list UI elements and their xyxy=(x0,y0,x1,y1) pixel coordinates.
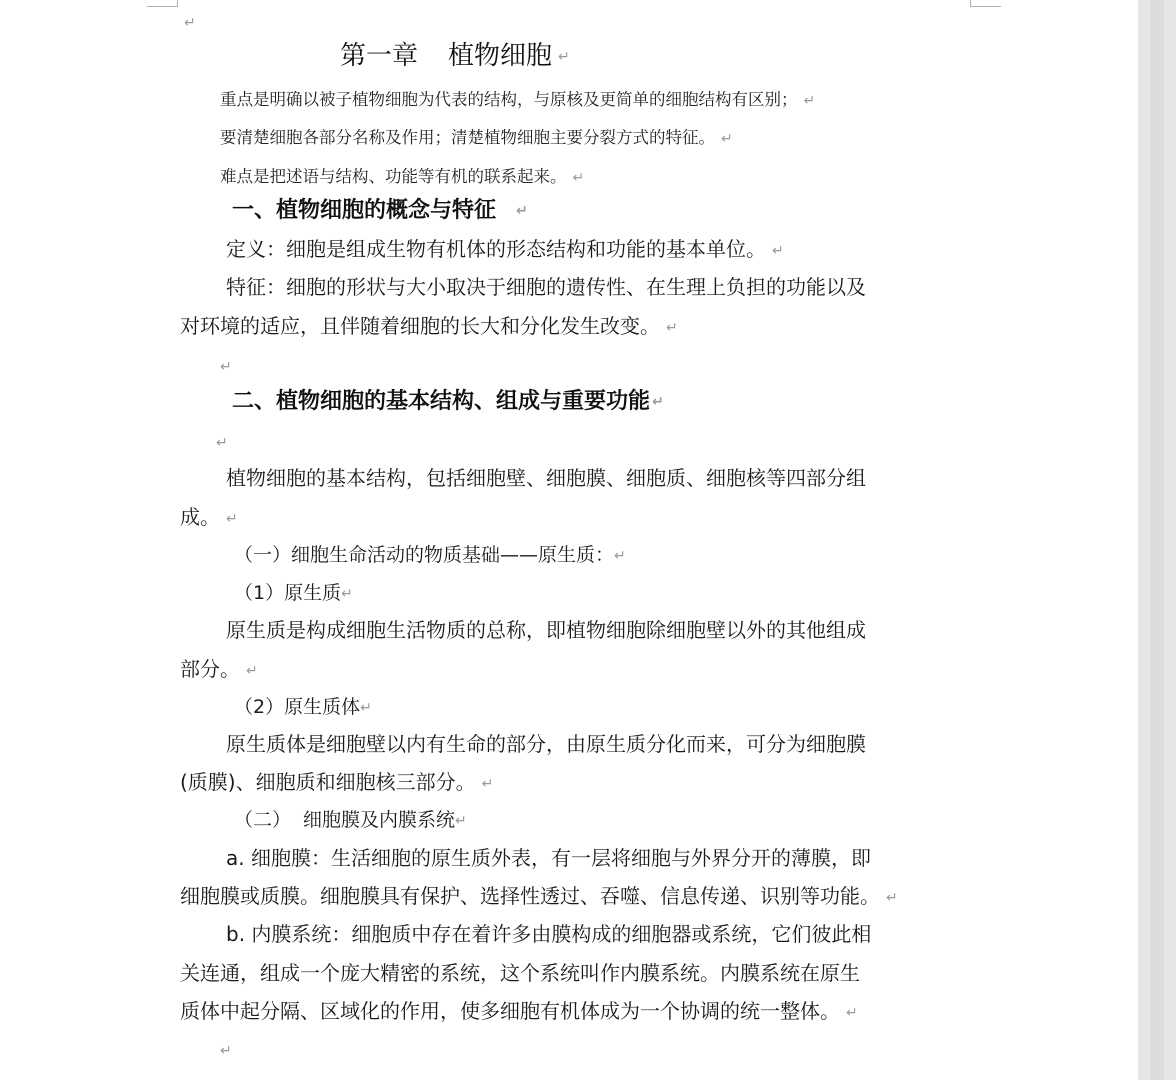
body-line xyxy=(226,465,866,491)
empty-paragraph xyxy=(210,428,228,456)
paragraph-mark-icon: ↵ xyxy=(246,662,258,679)
chapter-number: 第一章 xyxy=(340,41,419,71)
body-line xyxy=(180,769,493,797)
paragraph-mark-icon: ↵ xyxy=(666,319,678,336)
body-text: 定义：细胞是组成生物有机体的形态结构和功能的基本单位。 xyxy=(226,237,766,261)
intro-paragraph xyxy=(220,126,733,151)
chapter-title xyxy=(340,40,570,73)
paragraph-mark-icon: ↵ xyxy=(226,510,238,527)
intro-paragraph xyxy=(220,165,584,190)
section-heading xyxy=(232,197,528,225)
body-text: 部分。 xyxy=(180,657,240,681)
body-text: 质体中起分隔、区域化的作用，使多细胞有机体成为一个协调的统一整体。 xyxy=(180,999,840,1023)
body-line xyxy=(226,921,871,947)
list-item-text: （1）原生质 xyxy=(234,582,342,604)
body-text: 关连通，组成一个庞大精密的系统，这个系统叫作内膜系统。内膜系统在原生 xyxy=(180,961,860,985)
body-text: 原生质是构成细胞生活物质的总称，即植物细胞除细胞壁以外的其他组成 xyxy=(226,618,866,642)
paragraph-mark-icon: ↵ xyxy=(803,92,816,109)
margin-corner-top-right xyxy=(970,0,1001,7)
paragraph-mark-icon: ↵ xyxy=(721,130,733,147)
body-line xyxy=(226,617,866,643)
intro-text: 难点是把述语与结构、功能等有机的联系起来。 xyxy=(220,167,567,186)
vertical-scrollbar[interactable] xyxy=(1150,0,1164,1080)
list-item-text: （2）原生质体 xyxy=(234,696,361,718)
section-heading-text: 二、植物细胞的基本结构、组成与重要功能 xyxy=(232,389,651,414)
body-line xyxy=(180,960,860,986)
body-line xyxy=(180,504,238,532)
body-line xyxy=(226,274,866,300)
body-paragraph xyxy=(226,236,784,264)
subsection-heading-text: （一）细胞生命活动的物质基础——原生质： xyxy=(234,544,615,566)
body-line xyxy=(226,845,871,871)
body-text: (质膜)、细胞质和细胞核三部分。 xyxy=(180,770,476,794)
subsection-number: （二） xyxy=(234,809,292,831)
paragraph-mark-icon: ↵ xyxy=(481,775,494,792)
empty-paragraph xyxy=(214,352,232,380)
paragraph-mark-icon: ↵ xyxy=(184,14,196,31)
body-text: b. 内膜系统：细胞质中存在着许多由膜构成的细胞器或系统，它们彼此相 xyxy=(226,922,872,946)
list-item-heading xyxy=(234,694,372,721)
empty-paragraph xyxy=(178,8,196,36)
paragraph-mark-icon: ↵ xyxy=(558,48,570,65)
paragraph-mark-icon: ↵ xyxy=(772,242,784,259)
paragraph-mark-icon: ↵ xyxy=(220,358,232,375)
paragraph-mark-icon: ↵ xyxy=(360,699,372,716)
subsection-heading xyxy=(234,807,467,834)
body-text: 对环境的适应，且伴随着细胞的长大和分化发生改变。 xyxy=(180,314,660,338)
section-heading xyxy=(232,388,664,416)
body-line xyxy=(180,313,678,341)
margin-corner-top-left xyxy=(147,0,178,7)
section-heading-text: 一、植物细胞的概念与特征 xyxy=(232,198,497,223)
intro-text: 要清楚细胞各部分名称及作用；清楚植物细胞主要分裂方式的特征。 xyxy=(220,128,715,147)
body-text: a. 细胞膜：生活细胞的原生质外表，有一层将细胞与外界分开的薄膜，即 xyxy=(226,846,871,870)
body-line xyxy=(180,883,898,911)
body-line xyxy=(180,998,858,1026)
chapter-name: 植物细胞 xyxy=(448,41,553,71)
body-line xyxy=(180,656,258,684)
paragraph-mark-icon: ↵ xyxy=(886,889,898,906)
paragraph-mark-icon: ↵ xyxy=(846,1004,858,1021)
subsection-heading-text: 细胞膜及内膜系统 xyxy=(303,809,456,831)
subsection-heading xyxy=(234,542,626,569)
paragraph-mark-icon: ↵ xyxy=(614,547,626,564)
body-text: 植物细胞的基本结构，包括细胞壁、细胞膜、细胞质、细胞核等四部分组 xyxy=(226,466,866,490)
body-text: 原生质体是细胞壁以内有生命的部分，由原生质分化而来，可分为细胞膜 xyxy=(226,732,866,756)
paragraph-mark-icon: ↵ xyxy=(652,394,664,410)
body-text: 细胞膜或质膜。细胞膜具有保护、选择性透过、吞噬、信息传递、识别等功能。 xyxy=(180,884,880,908)
intro-text: 重点是明确以被子植物细胞为代表的结构，与原核及更简单的细胞结构有区别； xyxy=(220,90,798,109)
list-item-heading xyxy=(234,580,353,607)
paragraph-mark-icon: ↵ xyxy=(220,1042,232,1059)
empty-paragraph xyxy=(214,1036,232,1064)
intro-paragraph xyxy=(220,88,815,113)
paragraph-mark-icon: ↵ xyxy=(516,203,528,219)
body-text: 特征：细胞的形状与大小取决于细胞的遗传性、在生理上负担的功能以及 xyxy=(226,275,866,299)
body-text: 成。 xyxy=(180,505,220,529)
paragraph-mark-icon: ↵ xyxy=(341,585,353,602)
body-line xyxy=(226,731,866,757)
paragraph-mark-icon: ↵ xyxy=(216,434,228,451)
paragraph-mark-icon: ↵ xyxy=(455,812,467,829)
paragraph-mark-icon: ↵ xyxy=(572,169,585,186)
